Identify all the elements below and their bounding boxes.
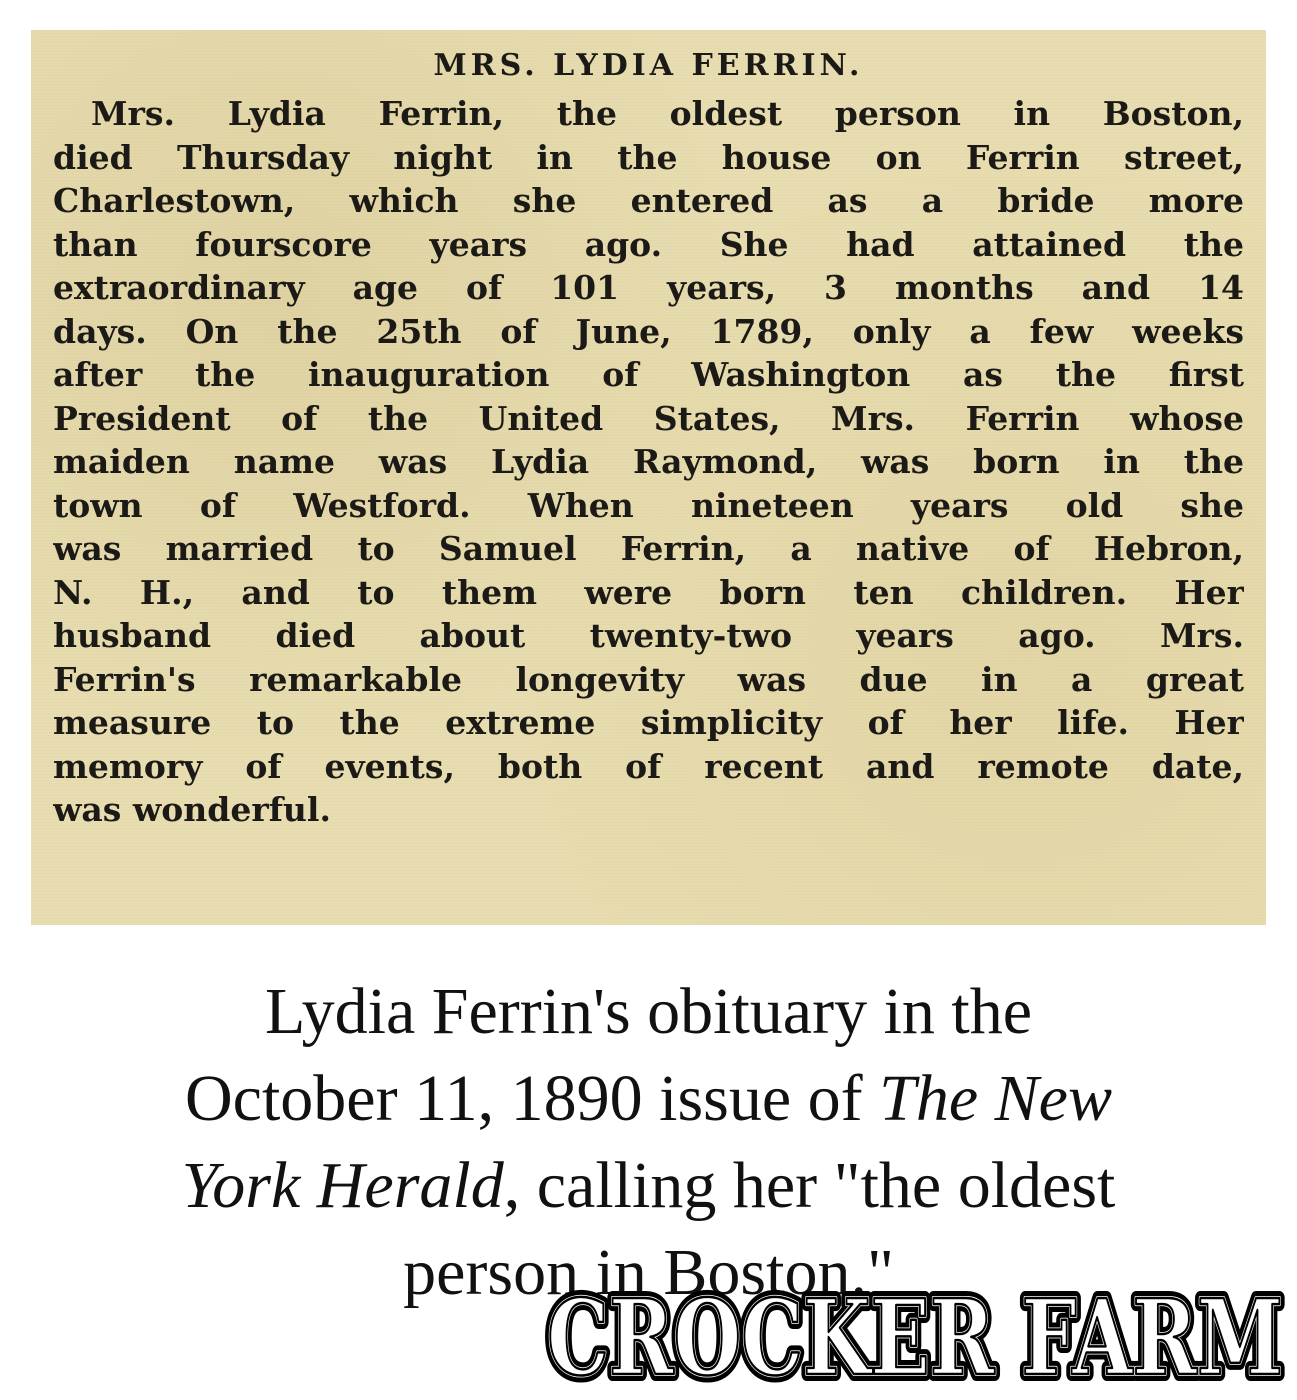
clipping-line: husband died about twenty-two years ago. Mrs. [53, 616, 1244, 655]
clipping-line: Charlestown, which she entered as a bride more [53, 181, 1244, 220]
image-caption [60, 968, 1237, 1316]
caption-line [60, 1142, 1237, 1229]
publication-title: York Herald [181, 1149, 504, 1222]
clipping-line: was married to Samuel Ferrin, a native of Hebron, [53, 529, 1244, 568]
clipping-line: President of the United States, Mrs. Ferrin whose [53, 398, 1244, 438]
caption-text: October 11, 1890 issue of [185, 1062, 880, 1135]
clipping-line: was wonderful. [53, 790, 331, 829]
clipping-headline: MRS. LYDIA FERRIN. [433, 48, 864, 83]
clipping-line: memory of events, both of recent and remote date, [53, 746, 1244, 786]
clipping-line: Mrs. Lydia Ferrin, the oldest person in Boston, [91, 94, 1244, 133]
clipping-line: extraordinary age of 101 years, 3 months and 14 [53, 268, 1244, 307]
caption-line: person in Boston." [403, 1236, 894, 1309]
logo-text-outline: CROCKER FARM [547, 1276, 1283, 1394]
clipping-line: days. On the 25th of June, 1789, only a few weeks [53, 311, 1244, 351]
clipping-line: measure to the extreme simplicity of her life. Her [53, 703, 1244, 742]
clipping-line: died Thursday night in the house on Ferrin street, [53, 137, 1244, 177]
clipping-line: N. H., and to them were born ten children. Her [53, 572, 1244, 612]
logo-text-inline: CROCKER FARM [547, 1276, 1283, 1394]
clipping-line: town of Westford. When nineteen years old she [53, 485, 1244, 525]
caption-line: Lydia Ferrin's obituary in the [264, 975, 1033, 1048]
publication-title: The New [879, 1062, 1112, 1135]
logo-text-fill: CROCKER FARM [547, 1276, 1283, 1394]
newspaper-clipping [31, 30, 1266, 925]
caption-line [60, 1055, 1237, 1142]
clipping-body [53, 92, 1244, 832]
caption-text: , calling her "the oldest [503, 1149, 1116, 1222]
clipping-line: maiden name was Lydia Raymond, was born in the [53, 442, 1244, 481]
crocker-farm-logo [540, 1270, 1290, 1394]
clipping-line: Ferrin's remarkable longevity was due in a great [53, 659, 1244, 699]
clipping-line: after the inauguration of Washington as the first [53, 355, 1244, 394]
clipping-line: than fourscore years ago. She had attained the [53, 224, 1244, 264]
